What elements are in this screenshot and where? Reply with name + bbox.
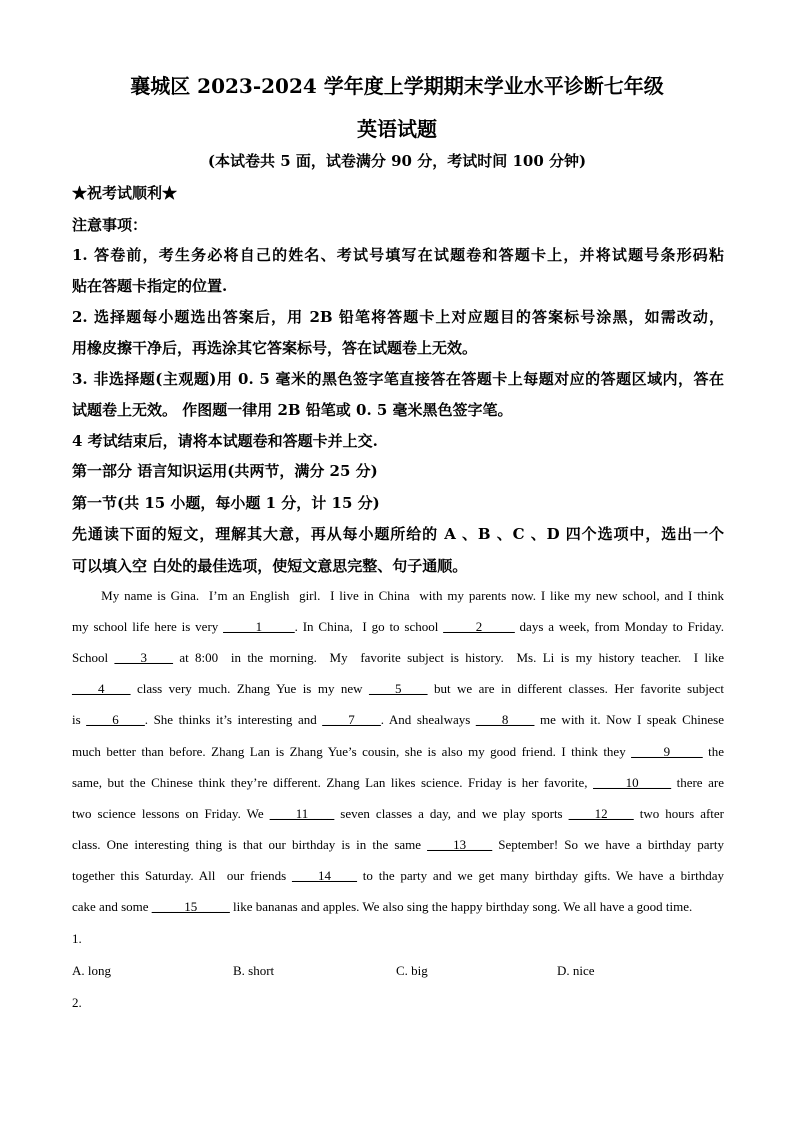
notice-line-4: 用橡皮擦干净后，再选涂其它答案标号，答在试题卷上无效。: [72, 339, 478, 357]
passage-text: . And shealways: [380, 712, 476, 727]
blank-10: _____10_____: [593, 775, 672, 790]
passage-text: like bananas and apples. We also sing the happy birthday song. We all have a good time.: [229, 899, 693, 914]
passage-text: class. One interesting thing is that our birthday is in the same: [72, 837, 428, 852]
passage-line-4: [72, 679, 724, 699]
blank-4: ____4____: [72, 681, 131, 696]
blank-1: _____1_____: [223, 619, 295, 634]
exam-info: (本试卷共 5 面，试卷满分 90 分，考试时间 100 分钟): [207, 152, 587, 170]
notice-line-1: 1. 答卷前，考生务必将自己的姓名、考试号填写在试题卷和答题卡上，并将试题号条形码粘: [72, 246, 724, 264]
passage-text: much better than before. Zhang Lan is Zhang Yue’s cousin, she is also my good friend. I think they: [72, 744, 632, 759]
section-sub: 第一节(共 15 小题，每小题 1 分，计 15 分): [72, 494, 380, 512]
passage-text: September! So we have a birthday party: [492, 837, 724, 852]
passage-line-6: [72, 742, 724, 762]
notice-line-6: 试题卷上无效。 作图题一律用 2B 铅笔或 0. 5 毫米黑色签字笔。: [72, 401, 513, 419]
passage-line-5: [72, 710, 724, 730]
passage-text: but we are in different classes. Her favorite subject: [427, 681, 724, 696]
question-1-option-b[interactable]: B. short: [233, 963, 275, 978]
wish-line: ★祝考试顺利★: [72, 184, 178, 202]
passage-line-2: [72, 617, 724, 637]
passage-line-7: [72, 773, 724, 793]
blank-12: ____12____: [568, 806, 634, 821]
blank-9: _____9_____: [631, 744, 703, 759]
passage-line-3: [72, 648, 724, 668]
notice-line-7: 4 考试结束后，请将本试题卷和答题卡并上交.: [72, 432, 378, 450]
notice-line-2: 贴在答题卡指定的位置.: [72, 277, 228, 295]
passage-text: class very much. Zhang Yue is my new: [130, 681, 370, 696]
notice-heading: 注意事项：: [72, 216, 148, 234]
passage-text: cake and some: [72, 899, 152, 914]
passage-text: my school life here is very: [72, 619, 224, 634]
passage-text: there are: [671, 775, 724, 790]
instruction-line-2: 可以填入空 白处的最佳选项，使短文意思完整、句子通顺。: [72, 557, 468, 575]
notice-line-5: 3. 非选择题(主观题)用 0. 5 毫米的黑色签字笔直接答在答题卡上每题对应的答题区域内，答在: [72, 370, 724, 388]
passage-text: . In China, I go to school: [294, 619, 444, 634]
passage-text: School: [72, 650, 115, 665]
question-1-option-c[interactable]: C. big: [396, 963, 428, 978]
blank-14: ____14____: [291, 868, 357, 883]
blank-5: ____5____: [369, 681, 428, 696]
question-2-number: 2.: [72, 995, 82, 1010]
passage-line-11: [72, 897, 724, 917]
passage-text: . She thinks it’s interesting and: [144, 712, 323, 727]
passage-text: at 8:00 in the morning. My favorite subject is history. Ms. Li is my history teacher. I like: [172, 650, 724, 665]
question-1-number: 1.: [72, 931, 82, 946]
passage-text: two hours after: [633, 806, 725, 821]
blank-2: _____2_____: [443, 619, 515, 634]
blank-6: ____6____: [86, 712, 145, 727]
passage-text: two science lessons on Friday. We: [72, 806, 270, 821]
blank-7: ____7____: [322, 712, 381, 727]
blank-3: ____3____: [114, 650, 173, 665]
instruction-line-1: 先通读下面的短文，理解其大意，再从每小题所给的 A 、B 、C 、D 四个选项中，选出一个: [72, 525, 724, 543]
notice-line-3: 2. 选择题每小题选出答案后，用 2B 铅笔将答题卡上对应题目的答案标号涂黑，如需改动，: [72, 308, 724, 326]
question-1-option-a[interactable]: A. long: [72, 963, 111, 978]
passage-text: the: [702, 744, 724, 759]
blank-15: _____15_____: [151, 899, 230, 914]
question-1-option-d[interactable]: D. nice: [557, 963, 595, 978]
blank-11: ____11____: [269, 806, 335, 821]
exam-title: 襄城区 2023-2024 学年度上学期期末学业水平诊断七年级: [130, 74, 664, 98]
passage-text: My name is Gina. I’m an English girl. I live in China with my parents now. I like my new school, and I think: [72, 588, 724, 603]
passage-line-9: [72, 835, 724, 855]
passage-text: to the party and we get many birthday gifts. We have a birthday: [356, 868, 724, 883]
passage-text: days a week, from Monday to Friday.: [514, 619, 724, 634]
passage-text: same, but the Chinese think they’re different. Zhang Lan likes science. Friday is her favorite,: [72, 775, 594, 790]
blank-13: ____13____: [427, 837, 493, 852]
section-part: 第一部分 语言知识运用(共两节，满分 25 分): [72, 462, 378, 480]
blank-8: ____8____: [475, 712, 535, 727]
passage-line-10: [72, 866, 724, 886]
passage-text: is: [72, 712, 87, 727]
exam-subject: 英语试题: [357, 117, 437, 141]
passage-line-8: [72, 804, 724, 824]
passage-line-1: [72, 586, 724, 606]
passage-text: me with it. Now I speak Chinese: [534, 712, 724, 727]
passage-text: seven classes a day, and we play sports: [334, 806, 569, 821]
passage-text: together this Saturday. All our friends: [72, 868, 292, 883]
